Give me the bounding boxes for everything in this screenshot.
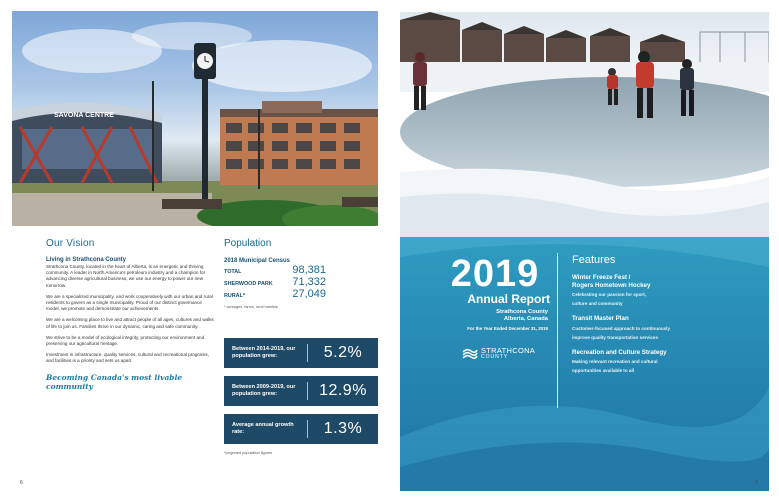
projected-note: *projected population figures [224,451,273,455]
feature-title-2: Rogers Hometown Hockey [572,281,651,289]
census-value: 98,381 [292,264,326,276]
census-row-rural [224,288,326,300]
feature-item-winter-freeze-fest [572,274,752,307]
feature-desc-2: culture and community [572,301,623,306]
feature-desc: Celebrating our passion for sport, [572,292,647,297]
feature-title: Recreation and Culture Strategy [572,348,667,356]
feature-desc-2: opportunities available to all [572,368,635,373]
population-heading: Population [224,238,272,249]
vision-paragraph: Investment in infrastructure, quality services, cultural and recreational programs, and facilities is a priority and sets us apart. [46,352,209,364]
year-ended: For the Year Ended December 31, 2019 [467,326,548,331]
hero-photo-savona-centre [12,11,378,226]
vision-subheading: Living in Strathcona County [46,257,127,263]
census-label: RURAL* [224,293,245,299]
vision-heading: Our Vision [46,238,95,249]
features-heading: Features [572,254,616,266]
report-title: Annual Report [467,292,550,306]
logo-sub: COUNTY [481,354,509,360]
census-label: SHERWOOD PARK [224,281,273,287]
census-row-sherwood-park [224,276,326,288]
stat-box-2009-2019 [224,376,378,406]
vision-section [46,238,216,391]
census-row-total [224,264,326,276]
strathcona-logo [462,348,535,360]
stat-label: Between 2009-2019, our population grew: [224,382,308,400]
stat-label: Average annual growth rate: [224,420,308,438]
page-number-right: 7 [755,480,758,486]
feature-desc-2: improve quality transportation services [572,334,659,340]
vertical-divider [557,253,558,408]
rink-photo-illustration [400,12,769,237]
stat-value: 1.3% [323,420,363,437]
vision-paragraph: Strathcona County, located in the heart of Alberta, is an energetic and thriving community. A leader in North America's petroleum industry and a champion for advancing diverse agricultural business, we use our energy to power our new tomorrow. [46,264,206,288]
stat-box-2014-2019 [224,338,378,368]
vision-paragraph: We are a specialized municipality, and work cooperatively with our urban and rural residents to govern as a single municipality. Proud of our distinct governance model, we promote and demonstrate our achievements. [46,293,213,312]
vision-paragraph: We are a welcoming place to live and attract people of all ages, cultures and walks of life to join us. Families thrive in our dynamic, caring and safe community. [46,317,214,329]
feature-item-transit-master-plan [572,315,752,341]
feature-item-recreation-culture [572,349,752,375]
page-number-left: 6 [20,480,23,486]
wave-logo-icon [462,348,478,360]
logo-text [481,348,535,360]
stat-label: Between 2014-2019, our population grew: [224,344,308,362]
building-sign: SAVONA CENTRE [54,112,114,119]
feature-desc: Making relevant recreation and cultural [572,359,658,364]
stat-box-annual-growth [224,414,378,444]
feature-title: Transit Master Plan [572,315,629,322]
census-label: TOTAL [224,269,242,275]
census-value: 27,049 [292,288,326,300]
county-name [430,309,548,323]
rink-photo-skaters [400,12,769,237]
logo-name: STRATHCONA [481,346,536,355]
census-footnote: * acreages, farms, rural hamlets [224,305,278,309]
right-page [390,0,779,504]
hero-photo-illustration [12,11,378,226]
population-section [224,238,379,309]
features-section [572,254,752,374]
report-year: 2019 [450,253,540,295]
census-title: 2018 Municipal Census [224,258,291,264]
feature-title: Winter Freeze Fest / [572,274,631,281]
census-value: 71,332 [292,276,326,288]
county-line-2: Alberta, Canada [503,316,548,322]
county-line-1: Strathcona County [496,309,548,315]
vision-paragraph: We strive to be a model of ecological integrity, protecting our environment and preserving our agricultural heritage. [46,334,205,347]
feature-desc: Customer-focused approach to continuously [572,325,671,331]
stat-value: 12.9% [319,382,367,399]
vision-tagline: Becoming Canada's most livable community [46,372,183,391]
stat-value: 5.2% [323,344,363,361]
